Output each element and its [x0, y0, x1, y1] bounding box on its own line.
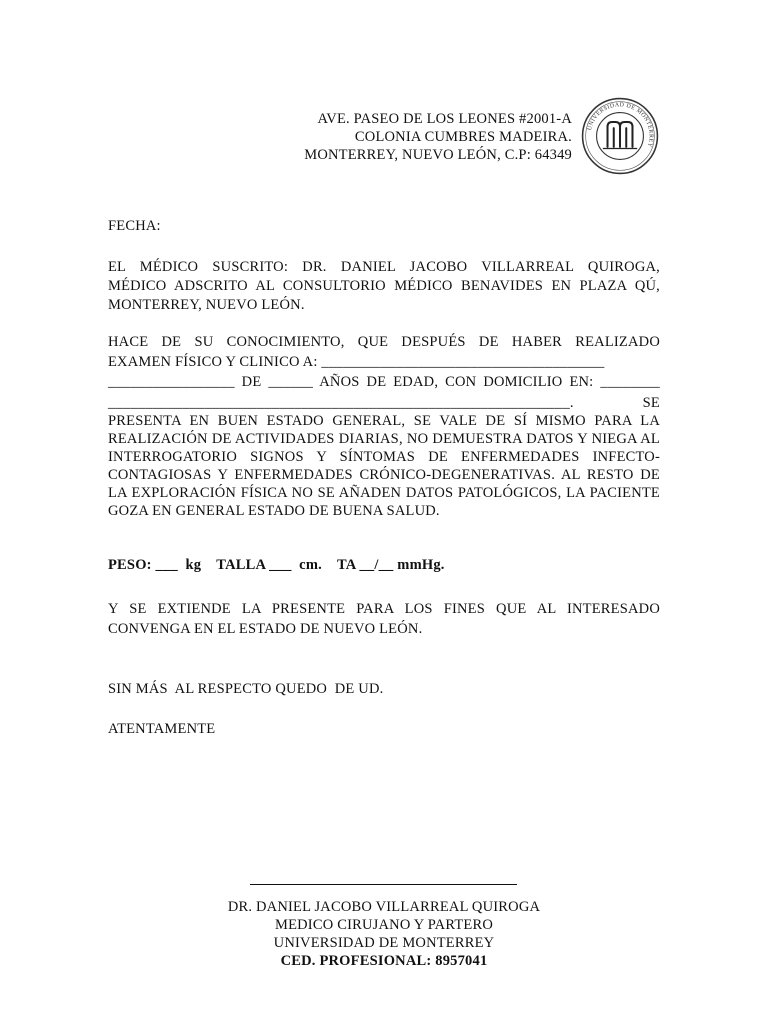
hace-line-1: HACE DE SU CONOCIMIENTO, QUE DESPUÉS DE HABER REALIZADO: [108, 334, 660, 350]
hace-line-2-patient-name: EXAMEN FÍSICO Y CLINICO A: ______________________________________: [108, 354, 605, 370]
intro-line-1: EL MÉDICO SUSCRITO: DR. DANIEL JACOBO VILLARREAL QUIROGA,: [108, 259, 660, 275]
intro-line-2: MÉDICO ADSCRITO AL CONSULTORIO MÉDICO BENAVIDES EN PLAZA QÚ,: [108, 278, 660, 294]
address-line-2: COLONIA CUMBRES MADEIRA.: [354, 129, 572, 145]
findings-paragraph-header: [108, 332, 660, 392]
extiende-line-2: CONVENGA EN EL ESTADO DE NUEVO LEÓN.: [108, 621, 423, 637]
header-address: [240, 110, 572, 164]
seal-graphic: [581, 97, 659, 175]
fecha-label: FECHA:: [108, 218, 161, 234]
intro-paragraph: [108, 258, 660, 315]
signature-cedula: CED. PROFESIONAL: 8957041: [280, 953, 488, 969]
address-line-1: AVE. PASEO DE LOS LEONES #2001-A: [317, 111, 572, 127]
hace-line-4-blank: ______________________________________________________________.: [108, 395, 574, 411]
signature-line: [250, 884, 517, 885]
address-blank-line: [108, 394, 660, 412]
svg-text:UNIVERSIDAD DE MONTERREY: UNIVERSIDAD DE MONTERREY: [586, 102, 654, 149]
signature-institution: UNIVERSIDAD DE MONTERREY: [273, 935, 495, 951]
extiende-line-1: Y SE EXTIENDE LA PRESENTE PARA LOS FINES QUE AL INTERESADO: [108, 601, 660, 617]
intro-line-3: MONTERREY, NUEVO LEÓN.: [108, 297, 305, 313]
findings-paragraph: PRESENTA EN BUEN ESTADO GENERAL, SE VALE DE SÍ MISMO PARA LA REALIZACIÓN DE ACTIVIDADES DIARIAS, NO DEMUESTRA DATOS Y NIEGA AL INTERROGATORIO SIGNOS Y SÍNTOMAS DE ENFERMEDADES INFECTO-CONTAGIOSAS Y ENFERMEDADES CRÓNICO-DEGENERATIVAS. AL RESTO DE LA EXPLORACIÓN FÍSICA NO SE AÑADEN DATOS PATOLÓGICOS, LA PACIENTE GOZA EN GENERAL ESTADO DE BUENA SALUD.: [108, 413, 660, 519]
extiende-paragraph: [108, 599, 660, 639]
signature-block: [184, 898, 584, 970]
hace-line-4-se: SE: [642, 395, 660, 411]
university-seal-logo: [581, 97, 659, 175]
vitals-line: PESO: ___ kg TALLA ___ cm. TA __/__ mmHg.: [108, 557, 445, 573]
hace-line-3-age-address: _________________ DE ______ AÑOS DE EDAD, CON DOMICILIO EN: ________: [108, 374, 660, 390]
closing-line: SIN MÁS AL RESPECTO QUEDO DE UD.: [108, 681, 384, 697]
address-line-3: MONTERREY, NUEVO LEÓN, C.P: 64349: [304, 147, 572, 163]
atentamente-label: ATENTAMENTE: [108, 721, 216, 737]
signature-name: DR. DANIEL JACOBO VILLARREAL QUIROGA: [227, 899, 541, 915]
signature-title: MEDICO CIRUJANO Y PARTERO: [274, 917, 494, 933]
